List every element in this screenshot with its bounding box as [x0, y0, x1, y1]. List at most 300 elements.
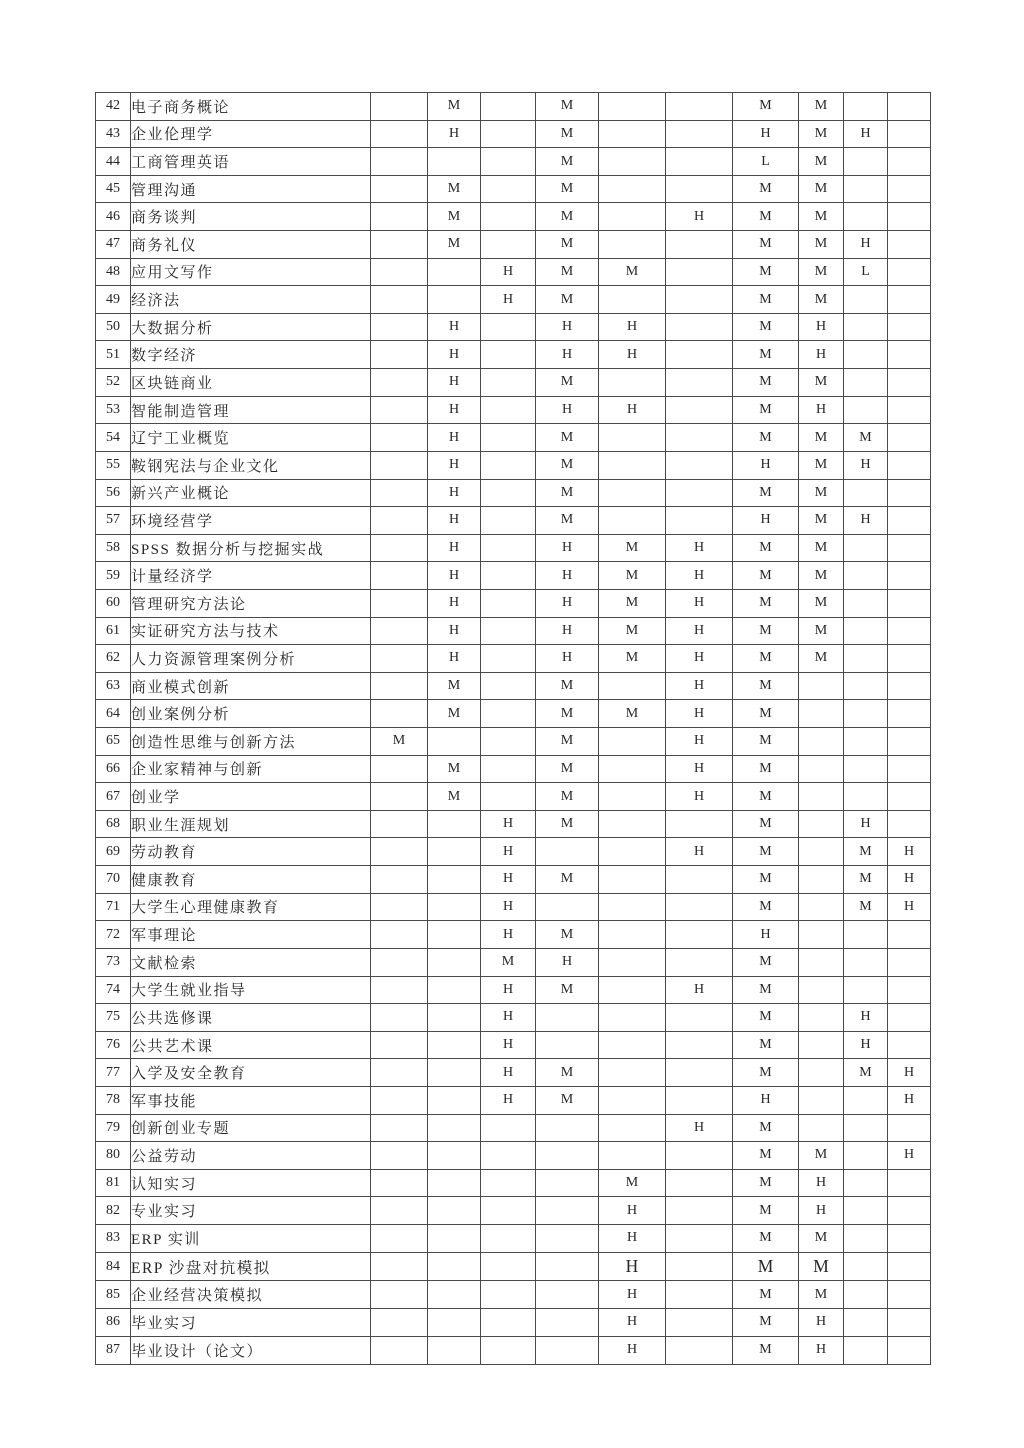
courses-table-body [96, 93, 931, 1365]
matrix-level-cell [666, 893, 733, 921]
matrix-level-cell [888, 341, 931, 369]
matrix-level-cell [799, 893, 844, 921]
matrix-level-cell [888, 507, 931, 535]
matrix-level-cell [844, 1142, 888, 1170]
matrix-level-cell [371, 451, 428, 479]
table-row [96, 1169, 931, 1197]
table-row [96, 810, 931, 838]
matrix-level-cell: H [536, 562, 599, 590]
matrix-level-cell [481, 507, 536, 535]
matrix-level-cell [428, 1309, 481, 1337]
row-number-cell: 56 [96, 479, 131, 507]
matrix-level-cell: H [599, 313, 666, 341]
matrix-level-cell [799, 948, 844, 976]
matrix-level-cell [888, 1197, 931, 1225]
matrix-level-cell: M [536, 672, 599, 700]
table-row [96, 231, 931, 259]
table-row [96, 286, 931, 314]
matrix-level-cell [799, 1059, 844, 1087]
row-number-cell: 69 [96, 838, 131, 866]
course-name-cell: 管理沟通 [131, 175, 371, 203]
matrix-level-cell [481, 672, 536, 700]
matrix-level-cell: M [733, 645, 799, 673]
matrix-level-cell [599, 369, 666, 397]
matrix-level-cell [428, 258, 481, 286]
matrix-level-cell [888, 451, 931, 479]
matrix-level-cell [428, 948, 481, 976]
matrix-level-cell: M [536, 755, 599, 783]
matrix-level-cell: M [733, 728, 799, 756]
row-number-cell: 43 [96, 120, 131, 148]
matrix-level-cell: M [799, 1281, 844, 1309]
table-row [96, 755, 931, 783]
matrix-level-cell [371, 1142, 428, 1170]
matrix-level-cell [481, 562, 536, 590]
course-name-cell: 职业生涯规划 [131, 810, 371, 838]
matrix-level-cell: H [599, 1224, 666, 1252]
row-number-cell: 52 [96, 369, 131, 397]
row-number-cell: 73 [96, 948, 131, 976]
matrix-level-cell [888, 313, 931, 341]
matrix-level-cell: M [733, 810, 799, 838]
matrix-level-cell [371, 893, 428, 921]
matrix-level-cell: M [799, 258, 844, 286]
course-name-cell: 区块链商业 [131, 369, 371, 397]
matrix-level-cell: H [428, 424, 481, 452]
matrix-level-cell [666, 93, 733, 121]
matrix-level-cell: H [599, 396, 666, 424]
matrix-level-cell: M [536, 1086, 599, 1114]
table-row [96, 313, 931, 341]
course-name-cell: 创业案例分析 [131, 700, 371, 728]
course-name-cell: 人力资源管理案例分析 [131, 645, 371, 673]
course-name-cell: 健康教育 [131, 866, 371, 894]
row-number-cell: 49 [96, 286, 131, 314]
matrix-level-cell [799, 783, 844, 811]
matrix-level-cell [371, 976, 428, 1004]
matrix-level-cell [599, 866, 666, 894]
matrix-level-cell [844, 341, 888, 369]
row-number-cell: 81 [96, 1169, 131, 1197]
matrix-level-cell: M [733, 1004, 799, 1032]
matrix-level-cell [844, 783, 888, 811]
matrix-level-cell [844, 203, 888, 231]
matrix-level-cell [888, 921, 931, 949]
matrix-level-cell: M [733, 866, 799, 894]
matrix-level-cell: M [536, 479, 599, 507]
matrix-level-cell [666, 258, 733, 286]
matrix-level-cell: H [428, 589, 481, 617]
matrix-level-cell: H [844, 451, 888, 479]
matrix-level-cell: H [888, 893, 931, 921]
row-number-cell: 54 [96, 424, 131, 452]
matrix-level-cell: M [428, 203, 481, 231]
course-name-cell: 商业模式创新 [131, 672, 371, 700]
matrix-level-cell: M [733, 672, 799, 700]
matrix-level-cell [481, 369, 536, 397]
matrix-level-cell [481, 1169, 536, 1197]
matrix-level-cell [888, 948, 931, 976]
table-row [96, 396, 931, 424]
matrix-level-cell [844, 755, 888, 783]
matrix-level-cell [799, 976, 844, 1004]
matrix-level-cell [844, 645, 888, 673]
course-name-cell: 智能制造管理 [131, 396, 371, 424]
matrix-level-cell: M [733, 893, 799, 921]
matrix-level-cell [799, 728, 844, 756]
row-number-cell: 42 [96, 93, 131, 121]
matrix-level-cell: H [536, 313, 599, 341]
matrix-level-cell: H [844, 507, 888, 535]
matrix-level-cell [428, 1281, 481, 1309]
matrix-level-cell [888, 1114, 931, 1142]
matrix-level-cell [666, 1169, 733, 1197]
matrix-level-cell [844, 1197, 888, 1225]
table-row [96, 1142, 931, 1170]
matrix-level-cell: M [733, 1059, 799, 1087]
matrix-level-cell: M [733, 1309, 799, 1337]
matrix-level-cell: M [733, 783, 799, 811]
matrix-level-cell [666, 507, 733, 535]
matrix-level-cell [428, 921, 481, 949]
matrix-level-cell: H [666, 783, 733, 811]
matrix-level-cell: H [666, 203, 733, 231]
matrix-level-cell: M [799, 148, 844, 176]
course-name-cell: 环境经营学 [131, 507, 371, 535]
matrix-level-cell: H [536, 396, 599, 424]
matrix-level-cell [888, 396, 931, 424]
matrix-level-cell [371, 1031, 428, 1059]
matrix-level-cell: M [536, 203, 599, 231]
matrix-level-cell: H [481, 258, 536, 286]
matrix-level-cell [481, 231, 536, 259]
matrix-level-cell: M [428, 783, 481, 811]
matrix-level-cell: H [536, 645, 599, 673]
matrix-level-cell [371, 1059, 428, 1087]
matrix-level-cell: M [733, 203, 799, 231]
table-row [96, 120, 931, 148]
matrix-level-cell: M [536, 175, 599, 203]
matrix-level-cell: M [536, 507, 599, 535]
row-number-cell: 55 [96, 451, 131, 479]
matrix-level-cell [599, 838, 666, 866]
matrix-level-cell: M [799, 231, 844, 259]
matrix-level-cell: H [536, 948, 599, 976]
row-number-cell: 45 [96, 175, 131, 203]
matrix-level-cell: M [733, 93, 799, 121]
matrix-level-cell [844, 1114, 888, 1142]
matrix-level-cell [599, 507, 666, 535]
matrix-level-cell [371, 755, 428, 783]
matrix-level-cell: H [481, 1031, 536, 1059]
course-name-cell: 工商管理英语 [131, 148, 371, 176]
matrix-level-cell [536, 1336, 599, 1364]
row-number-cell: 82 [96, 1197, 131, 1225]
matrix-level-cell: H [481, 921, 536, 949]
matrix-level-cell [428, 976, 481, 1004]
matrix-level-cell [599, 120, 666, 148]
table-row [96, 589, 931, 617]
matrix-level-cell: M [599, 700, 666, 728]
table-row [96, 1031, 931, 1059]
matrix-level-cell [666, 120, 733, 148]
matrix-level-cell [799, 1004, 844, 1032]
matrix-level-cell [599, 1114, 666, 1142]
matrix-level-cell: M [844, 838, 888, 866]
matrix-level-cell: M [799, 1252, 844, 1281]
matrix-level-cell [666, 1031, 733, 1059]
matrix-level-cell [428, 1004, 481, 1032]
matrix-level-cell: M [799, 203, 844, 231]
matrix-level-cell [599, 921, 666, 949]
matrix-level-cell [844, 921, 888, 949]
row-number-cell: 78 [96, 1086, 131, 1114]
matrix-level-cell [481, 534, 536, 562]
matrix-level-cell: H [799, 1309, 844, 1337]
row-number-cell: 64 [96, 700, 131, 728]
matrix-level-cell: H [888, 1086, 931, 1114]
matrix-level-cell [799, 672, 844, 700]
matrix-level-cell [888, 258, 931, 286]
matrix-level-cell [799, 1114, 844, 1142]
matrix-level-cell [599, 1031, 666, 1059]
matrix-level-cell [371, 783, 428, 811]
matrix-level-cell [888, 1224, 931, 1252]
matrix-level-cell [599, 893, 666, 921]
matrix-level-cell: H [428, 313, 481, 341]
matrix-level-cell [666, 286, 733, 314]
matrix-level-cell [888, 1281, 931, 1309]
matrix-level-cell [888, 700, 931, 728]
matrix-level-cell [536, 1169, 599, 1197]
matrix-level-cell [888, 645, 931, 673]
matrix-level-cell [371, 479, 428, 507]
matrix-level-cell [844, 976, 888, 1004]
table-row [96, 341, 931, 369]
row-number-cell: 57 [96, 507, 131, 535]
matrix-level-cell: H [481, 810, 536, 838]
matrix-level-cell: M [733, 838, 799, 866]
matrix-level-cell [599, 783, 666, 811]
matrix-level-cell [666, 1004, 733, 1032]
table-row [96, 203, 931, 231]
matrix-level-cell: H [733, 1086, 799, 1114]
matrix-level-cell: H [799, 313, 844, 341]
matrix-level-cell: H [481, 838, 536, 866]
matrix-level-cell: H [428, 645, 481, 673]
matrix-level-cell: H [666, 617, 733, 645]
matrix-level-cell [666, 1059, 733, 1087]
matrix-level-cell [371, 1004, 428, 1032]
matrix-level-cell [799, 921, 844, 949]
table-row [96, 93, 931, 121]
matrix-level-cell: M [733, 258, 799, 286]
course-name-cell: 辽宁工业概览 [131, 424, 371, 452]
matrix-level-cell [799, 700, 844, 728]
matrix-level-cell [371, 645, 428, 673]
matrix-level-cell [428, 1169, 481, 1197]
matrix-level-cell: L [733, 148, 799, 176]
matrix-level-cell: M [844, 893, 888, 921]
matrix-level-cell [481, 1336, 536, 1364]
matrix-level-cell: M [733, 1169, 799, 1197]
matrix-level-cell [371, 148, 428, 176]
matrix-level-cell: H [799, 1169, 844, 1197]
matrix-level-cell: H [666, 755, 733, 783]
matrix-level-cell: M [844, 866, 888, 894]
matrix-level-cell: M [599, 645, 666, 673]
matrix-level-cell: M [733, 1336, 799, 1364]
matrix-level-cell [799, 755, 844, 783]
course-name-cell: 公共艺术课 [131, 1031, 371, 1059]
matrix-level-cell: M [799, 93, 844, 121]
matrix-level-cell [599, 203, 666, 231]
matrix-level-cell: M [428, 672, 481, 700]
matrix-level-cell: M [799, 286, 844, 314]
table-row [96, 1281, 931, 1309]
row-number-cell: 72 [96, 921, 131, 949]
course-name-cell: 文献检索 [131, 948, 371, 976]
matrix-level-cell [481, 1197, 536, 1225]
matrix-level-cell: M [536, 120, 599, 148]
table-row [96, 838, 931, 866]
matrix-level-cell [666, 1309, 733, 1337]
matrix-level-cell: H [666, 700, 733, 728]
matrix-level-cell [371, 93, 428, 121]
matrix-level-cell: M [536, 700, 599, 728]
matrix-level-cell: H [799, 396, 844, 424]
matrix-level-cell [888, 120, 931, 148]
matrix-level-cell [888, 783, 931, 811]
table-row [96, 893, 931, 921]
matrix-level-cell [428, 810, 481, 838]
matrix-level-cell [371, 617, 428, 645]
matrix-level-cell: M [536, 976, 599, 1004]
matrix-level-cell: M [799, 1224, 844, 1252]
matrix-level-cell [599, 286, 666, 314]
matrix-level-cell: M [428, 231, 481, 259]
matrix-level-cell [599, 175, 666, 203]
matrix-level-cell: M [536, 783, 599, 811]
matrix-level-cell [428, 1142, 481, 1170]
matrix-level-cell: M [733, 1224, 799, 1252]
matrix-level-cell: M [733, 286, 799, 314]
matrix-level-cell: M [844, 424, 888, 452]
course-name-cell: 应用文写作 [131, 258, 371, 286]
matrix-level-cell [371, 258, 428, 286]
matrix-level-cell: M [536, 921, 599, 949]
table-row [96, 617, 931, 645]
table-row [96, 976, 931, 1004]
course-name-cell: 企业伦理学 [131, 120, 371, 148]
table-row [96, 672, 931, 700]
matrix-level-cell: H [733, 921, 799, 949]
matrix-level-cell [371, 838, 428, 866]
matrix-level-cell [481, 396, 536, 424]
row-number-cell: 83 [96, 1224, 131, 1252]
course-name-cell: 计量经济学 [131, 562, 371, 590]
table-row [96, 479, 931, 507]
matrix-level-cell [844, 479, 888, 507]
matrix-level-cell [888, 231, 931, 259]
matrix-level-cell: M [844, 1059, 888, 1087]
matrix-level-cell: H [428, 562, 481, 590]
matrix-level-cell: H [481, 866, 536, 894]
matrix-level-cell [888, 617, 931, 645]
matrix-level-cell [666, 1142, 733, 1170]
matrix-level-cell: H [481, 976, 536, 1004]
matrix-level-cell [371, 534, 428, 562]
matrix-level-cell [888, 1336, 931, 1364]
row-number-cell: 67 [96, 783, 131, 811]
matrix-level-cell [481, 1252, 536, 1281]
matrix-level-cell: H [888, 1142, 931, 1170]
matrix-level-cell [844, 617, 888, 645]
matrix-level-cell [599, 728, 666, 756]
matrix-level-cell [666, 424, 733, 452]
matrix-level-cell [371, 175, 428, 203]
course-name-cell: 商务谈判 [131, 203, 371, 231]
matrix-level-cell: H [733, 451, 799, 479]
matrix-level-cell [666, 810, 733, 838]
matrix-level-cell [599, 424, 666, 452]
row-number-cell: 47 [96, 231, 131, 259]
matrix-level-cell [481, 1142, 536, 1170]
matrix-level-cell: M [536, 424, 599, 452]
table-row [96, 921, 931, 949]
row-number-cell: 66 [96, 755, 131, 783]
matrix-level-cell [428, 1086, 481, 1114]
matrix-level-cell: H [599, 1197, 666, 1225]
matrix-level-cell [666, 1281, 733, 1309]
matrix-level-cell [844, 562, 888, 590]
course-name-cell: ERP 沙盘对抗模拟 [131, 1252, 371, 1281]
matrix-level-cell [888, 175, 931, 203]
matrix-level-cell: H [428, 451, 481, 479]
matrix-level-cell: H [666, 838, 733, 866]
course-name-cell: 劳动教育 [131, 838, 371, 866]
matrix-level-cell: H [481, 286, 536, 314]
course-name-cell: 毕业设计（论文） [131, 1336, 371, 1364]
course-name-cell: 数字经济 [131, 341, 371, 369]
course-name-cell: 企业经营决策模拟 [131, 1281, 371, 1309]
table-row [96, 728, 931, 756]
matrix-level-cell: M [428, 175, 481, 203]
matrix-level-cell: M [536, 728, 599, 756]
matrix-level-cell: M [799, 175, 844, 203]
matrix-level-cell: M [733, 313, 799, 341]
matrix-level-cell: H [481, 1086, 536, 1114]
matrix-level-cell: M [799, 645, 844, 673]
matrix-level-cell [536, 1197, 599, 1225]
matrix-level-cell: M [799, 424, 844, 452]
matrix-level-cell [428, 728, 481, 756]
matrix-level-cell: H [666, 976, 733, 1004]
table-row [96, 1197, 931, 1225]
table-row [96, 562, 931, 590]
matrix-level-cell: M [536, 286, 599, 314]
matrix-level-cell: M [733, 1031, 799, 1059]
course-name-cell: 经济法 [131, 286, 371, 314]
matrix-level-cell: H [733, 507, 799, 535]
matrix-level-cell [481, 120, 536, 148]
matrix-level-cell [481, 700, 536, 728]
matrix-level-cell [371, 866, 428, 894]
matrix-level-cell [371, 396, 428, 424]
matrix-level-cell [888, 728, 931, 756]
matrix-level-cell [371, 231, 428, 259]
row-number-cell: 44 [96, 148, 131, 176]
